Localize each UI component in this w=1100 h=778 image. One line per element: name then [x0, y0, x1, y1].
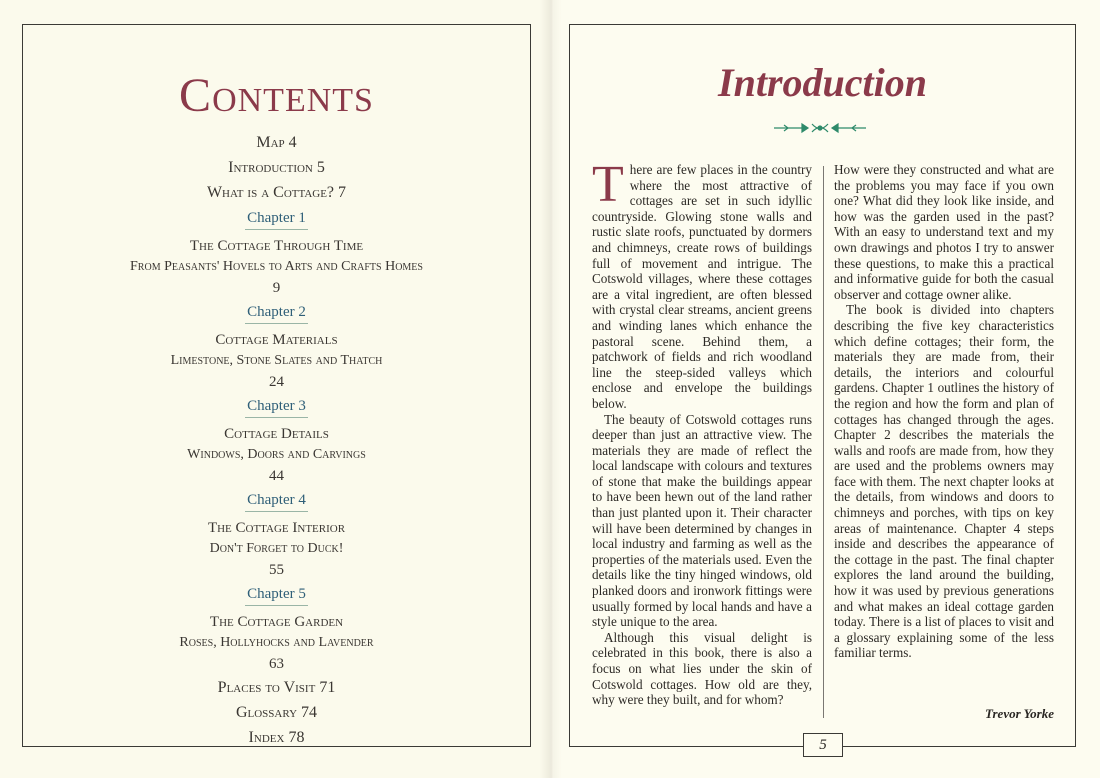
chapter-subtitle: From Peasants' Hovels to Arts and Crafts Homes: [130, 259, 423, 274]
chapter-page: 63: [269, 656, 284, 672]
chapter-heading: Chapter 3: [245, 395, 308, 418]
toc-entry-page: 74: [301, 704, 318, 721]
intro-paragraph: The beauty of Cotswold cottages runs deeper than just an attractive view. The materials they are made of reflect the local landscape with colours and textures of stone that make the buildings appear to have been hewn out of the land rather than just planted upon it. Their character will have been determined by changes in local industry and farming as well as the properties of the materials used. Even the details like the tiny hinged windows, old planked doors and ironwork fittings were usually formed by local hands and have a style unique to the area.: [592, 411, 812, 630]
chapter-heading: Chapter 1: [245, 207, 308, 230]
chapter-title: Cottage Details: [224, 426, 329, 442]
chapter-subtitle: Don't Forget to Duck!: [209, 541, 344, 556]
toc-entry-label: Places to Visit: [217, 679, 316, 696]
toc-entry-page: 71: [319, 679, 336, 696]
chapter-subtitle: Roses, Hollyhocks and Lavender: [179, 635, 374, 650]
toc-entry-page: 5: [316, 159, 325, 176]
toc-chapter-4[interactable]: [22, 487, 531, 581]
toc-entry-label: What is a Cottage?: [206, 184, 335, 201]
chapter-heading: Chapter 4: [245, 489, 308, 512]
toc-chapter-2[interactable]: [22, 299, 531, 393]
toc-entry-places-to-visit[interactable]: [22, 675, 531, 700]
table-of-contents: [22, 130, 531, 750]
intro-paragraph: The book is divided into chapters describing the five key characteristics which define cottages; their form, the materials they are made from, their details, the interiors and colourful gardens. Chapter 1 outlines the history of the region and how the form and plan of cottages has changed through the ages. Chapter 2 describes the materials the walls and roofs are made from, how they are used and the problems owners may face with them. The next chapter looks at the details, from windows and doors to chimneys and porches, with tips on key areas of maintenance. Chapter 4 steps inside and describes the appearance of the cottage in the past. The final chapter explores the land around the building, how it was used by previous generations and what makes an ideal cottage garden today. There is a list of places to visit and a glossary explaining some of the less familiar terms.: [834, 302, 1054, 661]
intro-column-2: [834, 162, 1054, 661]
intro-column-1: [592, 156, 812, 708]
author-signature: Trevor Yorke: [985, 706, 1054, 721]
chapter-title: Cottage Materials: [215, 332, 338, 348]
contents-title: Contents: [179, 69, 374, 122]
chapter-title: The Cottage Interior: [207, 520, 346, 536]
toc-entry-label: Glossary: [235, 704, 298, 721]
chapter-page: 24: [269, 374, 284, 390]
toc-chapter-1[interactable]: [22, 205, 531, 299]
chapter-subtitle: Limestone, Stone Slates and Thatch: [170, 353, 383, 368]
toc-entry-label: Introduction: [228, 159, 313, 176]
toc-entry-introduction[interactable]: [22, 155, 531, 180]
toc-chapter-3[interactable]: [22, 393, 531, 487]
chapter-title: The Cottage Garden: [209, 614, 344, 630]
chapter-subtitle: Windows, Doors and Carvings: [187, 447, 366, 462]
column-divider: [823, 166, 824, 718]
ornament-divider-icon: [772, 121, 868, 135]
toc-entry-index[interactable]: [22, 725, 531, 750]
toc-entry-page: 7: [338, 184, 347, 201]
toc-entry-label: Index: [248, 729, 285, 746]
introduction-title: Introduction: [718, 60, 927, 105]
chapter-heading: Chapter 5: [245, 583, 308, 606]
toc-entry-what-is-a-cottage[interactable]: [22, 180, 531, 205]
book-gutter: [540, 0, 562, 778]
chapter-title: The Cottage Through Time: [189, 238, 364, 254]
intro-paragraph: here are few places in the country where the most attractive of cottages are set in such idyllic countryside. Glowing stone walls and rustic slate roofs, punctuated by dormers and chimneys, create rows of buildings full of movement and intrigue. The Cotswold villages, where these cottages are a vital ingredient, are often blessed with crystal clear streams, ancient greens and winding lanes which enhance the pastoral scene. Behind them, a patchwork of fields and rich woodland line the steep-sided valleys which enclose and envelope the buildings below.: [592, 162, 812, 411]
intro-paragraph: How were they constructed and what are the problems you may face if you own one? What did they look like inside, and how was the garden used in the past? With an easy to understand text and my own drawings and photos I try to answer these questions, to make this a practical and informative guide for both the casual observer and cottage owner alike.: [834, 162, 1054, 302]
chapter-page: 55: [269, 562, 284, 578]
page-number: 5: [803, 733, 843, 757]
toc-entry-glossary[interactable]: [22, 700, 531, 725]
chapter-heading: Chapter 2: [245, 301, 308, 324]
drop-cap: T: [592, 156, 624, 213]
chapter-page: 9: [272, 280, 281, 296]
toc-entry-page: 4: [288, 134, 297, 151]
chapter-page: 44: [269, 468, 284, 484]
toc-entry-label: Map: [256, 134, 285, 151]
intro-paragraph: Although this visual delight is celebrated in this book, there is also a focus on what lies under the skin of Cotswold cottages. How old are they, why were they built, and for whom?: [592, 629, 812, 708]
toc-entry-map[interactable]: [22, 130, 531, 155]
toc-chapter-5[interactable]: [22, 581, 531, 675]
toc-entry-page: 78: [288, 729, 305, 746]
